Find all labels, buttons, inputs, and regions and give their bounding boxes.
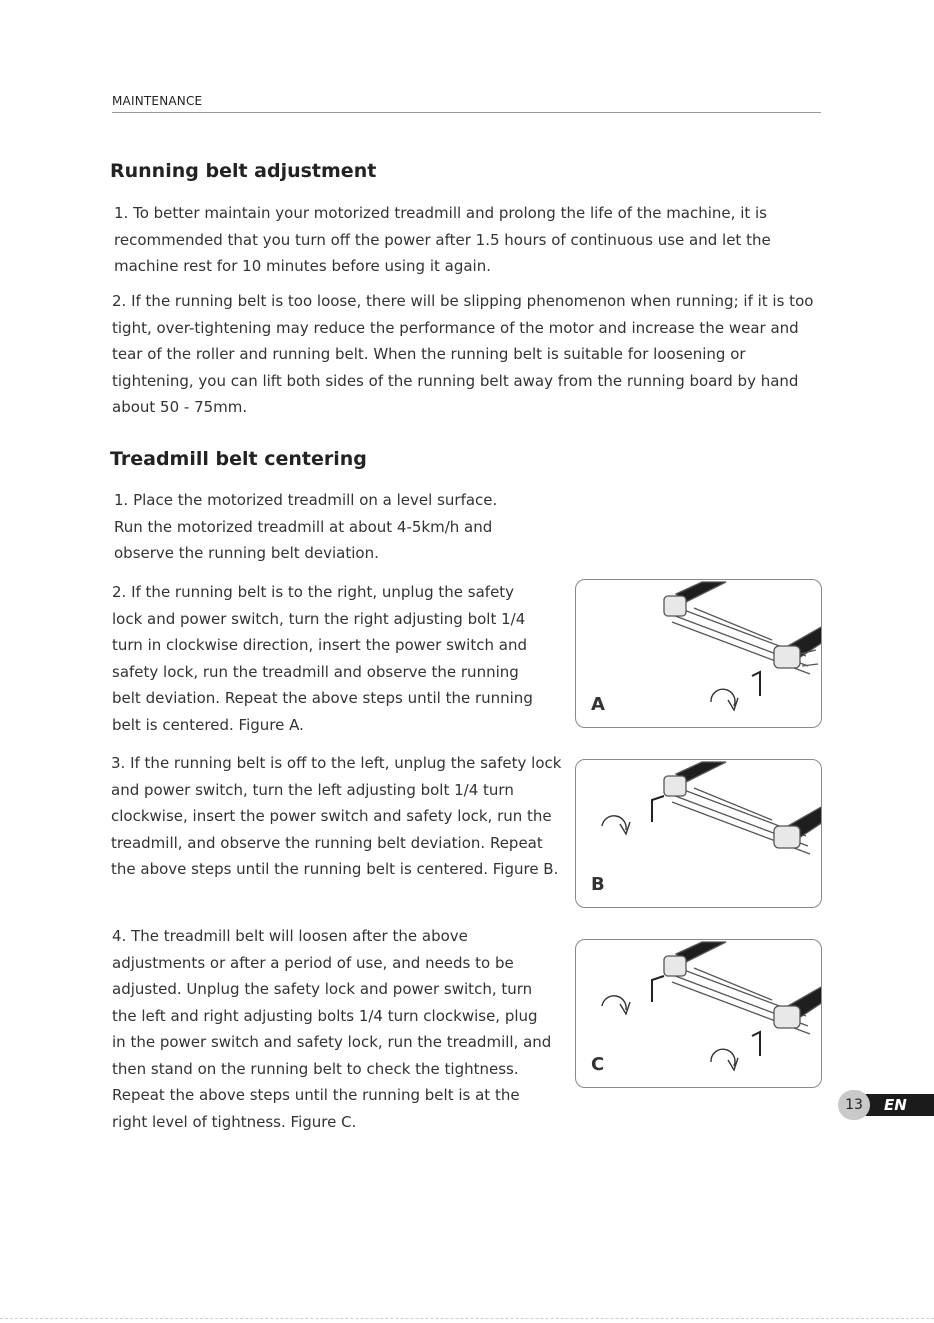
belt-centering-paragraph-2: 2. If the running belt is to the right, unplug the safety lock and power switch, turn the right adjusting bolt 1/4 turn in clockwise direction, insert the power switch and safety lock, run the treadmill and observe the running belt deviation. Repeat the above steps until the running belt is centered. Figure A. <box>112 583 533 734</box>
belt-centering-heading: Treadmill belt centering <box>110 448 367 470</box>
belt-adjustment-paragraph-2: 2. If the running belt is too loose, there will be slipping phenomenon when running; if it is too tight, over-tightening may reduce the performance of the motor and increase the wear and tear of the roller and running belt. When the running belt is suitable for loosening or tightening, you can lift both sides of the running belt away from the running board by hand about 50 - 75mm. <box>112 292 814 416</box>
treadmill-both-bolts-illustration <box>576 940 822 1088</box>
figure-a <box>575 579 822 728</box>
treadmill-right-bolt-illustration <box>576 580 822 728</box>
belt-adjustment-heading: Running belt adjustment <box>110 160 377 182</box>
section-label: MAINTENANCE <box>112 94 203 108</box>
figure-a-letter: A <box>591 694 605 715</box>
figure-b-letter: B <box>591 874 605 895</box>
header-divider <box>112 112 821 113</box>
page-number: 13 <box>838 1090 870 1120</box>
belt-centering-paragraph-1: 1. Place the motorized treadmill on a level surface. Run the motorized treadmill at about 4-5km/h and observe the running belt deviation. <box>114 491 498 562</box>
bottom-divider <box>0 1318 934 1319</box>
figure-b <box>575 759 822 908</box>
treadmill-left-bolt-illustration <box>576 760 822 908</box>
belt-centering-paragraph-4: 4. The treadmill belt will loosen after the above adjustments or after a period of use, and needs to be adjusted. Unplug the safety lock and power switch, turn the left and right adjusting bolts 1/4 turn clockwise, plug in the power switch and safety lock, run the treadmill, and then stand on the running belt to check the tightness. Repeat the above steps until the running belt is at the right level of tightness. Figure C. <box>112 927 552 1131</box>
language-badge: EN <box>854 1094 934 1116</box>
belt-centering-paragraph-3: 3. If the running belt is off to the left, unplug the safety lock and power switch, turn the left adjusting bolt 1/4 turn clockwise, insert the power switch and safety lock, run the treadmill, and observe the running belt deviation. Repeat the above steps until the running belt is centered. Figure B. <box>111 754 562 878</box>
figure-c <box>575 939 822 1088</box>
belt-adjustment-paragraph-1: 1. To better maintain your motorized treadmill and prolong the life of the machine, it is recommended that you turn off the power after 1.5 hours of continuous use and let the machine rest for 10 minutes before using it again. <box>114 204 771 275</box>
page-tab <box>838 1090 934 1120</box>
figure-c-letter: C <box>591 1054 605 1075</box>
